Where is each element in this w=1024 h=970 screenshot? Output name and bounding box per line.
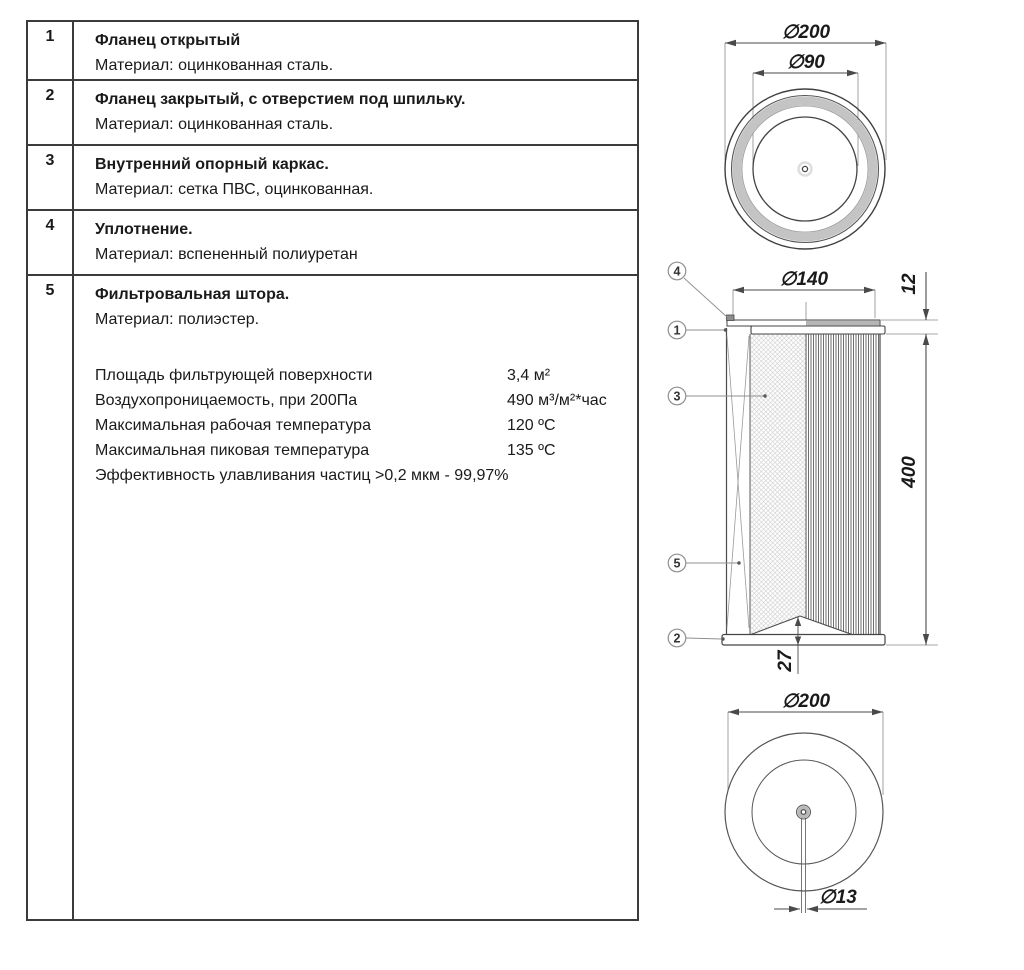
spec-list (95, 363, 627, 488)
svg-text:2: 2 (673, 631, 681, 646)
part-title: Фланец закрытый, с отверстием под шпильку. (95, 91, 466, 108)
part-cell (74, 146, 637, 209)
part-number: 1 (28, 22, 74, 79)
part-number: 2 (28, 81, 74, 144)
dim-top-outer-diameter: ∅200 (781, 22, 831, 43)
svg-text:5: 5 (673, 556, 681, 571)
spec-row (95, 388, 627, 413)
spec-row (95, 413, 627, 438)
part-title: Фланец открытый (95, 32, 241, 49)
table-row (28, 22, 637, 81)
part-number: 4 (28, 211, 74, 274)
spec-row (95, 438, 627, 463)
part-title: Уплотнение. (95, 221, 193, 238)
part-material: Материал: оцинкованная сталь. (95, 116, 334, 133)
part-number: 3 (28, 146, 74, 209)
balloon-1 (668, 321, 727, 339)
pleated-media (806, 334, 880, 635)
part-cell (74, 211, 637, 274)
bottom-view (725, 691, 883, 913)
seal-edge (727, 315, 735, 321)
part-material: Материал: полиэстер. (95, 311, 260, 328)
part-title: Фильтровальная штора. (95, 286, 290, 303)
part-cell (74, 81, 637, 144)
open-flange (751, 326, 885, 334)
dim-top-inner-diameter: ∅90 (787, 52, 825, 73)
spec-label: Площадь фильтрующей поверхности (95, 367, 373, 384)
svg-text:4: 4 (673, 264, 681, 279)
table-row (28, 211, 637, 276)
spec-value: 490 м³/м²*час (507, 392, 607, 409)
svg-text:3: 3 (673, 389, 681, 404)
spec-row (95, 363, 627, 388)
balloon-5 (668, 554, 741, 572)
spec-value: 3,4 м² (507, 367, 551, 384)
dim-cone-height: 27 (775, 650, 796, 672)
svg-text:1: 1 (673, 323, 681, 338)
spec-label: Максимальная пиковая температура (95, 442, 370, 459)
balloon-4 (668, 262, 727, 317)
seal-gray-half (806, 321, 879, 326)
dim-body-height: 400 (899, 456, 920, 488)
balloon-2 (668, 629, 725, 647)
part-material: Материал: сетка ПВС, оцинкованная. (95, 181, 374, 198)
spec-value: 135 ºС (507, 442, 556, 459)
part-title: Внутренний опорный каркас. (95, 156, 329, 173)
dim-flange-height: 12 (899, 273, 920, 295)
part-cell (74, 276, 637, 919)
part-number: 5 (28, 276, 74, 919)
table-row (28, 146, 637, 211)
efficiency-note: Эффективность улавливания частиц >0,2 мкм - 99,97% (95, 467, 509, 484)
parts-table (26, 20, 639, 921)
part-material: Материал: оцинкованная сталь. (95, 57, 334, 74)
spec-label: Воздухопроницаемость, при 200Па (95, 392, 358, 409)
technical-drawing (650, 0, 1024, 970)
spec-label: Максимальная рабочая температура (95, 417, 371, 434)
part-material: Материал: вспененный полиуретан (95, 246, 358, 263)
dim-hole-diameter: ∅13 (819, 887, 857, 908)
dim-bottom-outer-diameter: ∅200 (781, 691, 831, 712)
top-view (725, 22, 886, 249)
spec-value: 120 ºС (507, 417, 556, 434)
closed-flange (722, 635, 885, 646)
table-row (28, 276, 637, 919)
support-mesh-section (750, 334, 806, 635)
dim-side-diameter: ∅140 (779, 269, 829, 290)
side-view (668, 262, 938, 674)
part-cell (74, 22, 637, 79)
table-row (28, 81, 637, 146)
